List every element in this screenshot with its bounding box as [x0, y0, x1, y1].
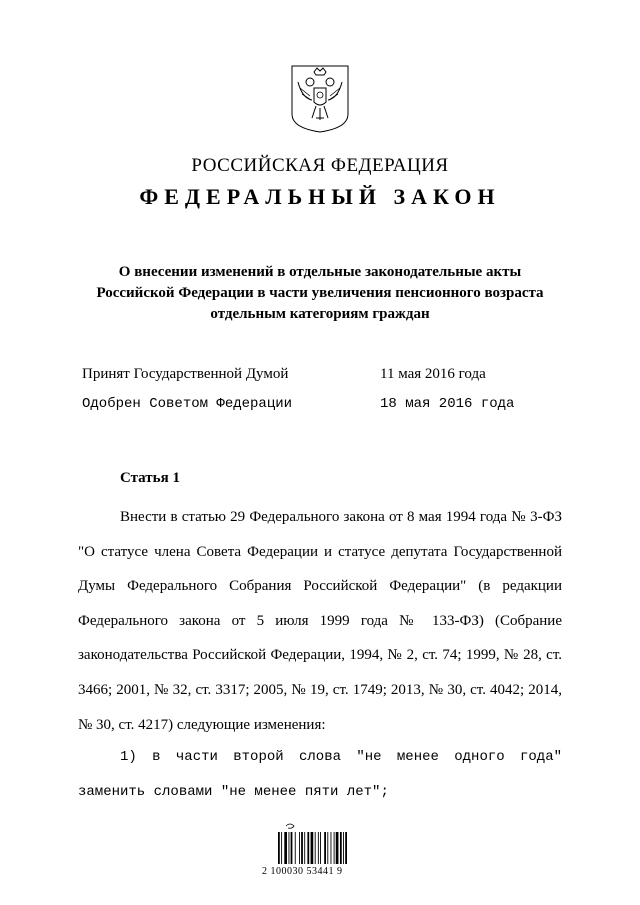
council-approval-label: Одобрен Советом Федерации [82, 396, 293, 412]
coat-of-arms-emblem [288, 62, 352, 134]
barcode-number: 2 100030 53441 9 [262, 866, 343, 877]
council-approval-date: 18 мая 2016 года [380, 396, 515, 412]
country-name: РОССИЙСКАЯ ФЕДЕРАЦИЯ [191, 155, 449, 176]
article-paragraph: Внести в статью 29 Федерального закона от 8 мая 1994 года № 3-ФЗ "О статусе члена Совета Федерации и статусе депутата Государственной Думы Федерального Собрания Российской Федерации" (в редакции Федерального закона от 5 июля 1999 года № 133-ФЗ) (Собрание законодательства Российской Федерации, 1994, № 2, ст. 74; 1999, № 28, ст. 3466; 2001, № 32, ст. 3317; 2005, № 19, ст. 1749; 2013, № 30, ст. 4042; 2014, № 30, ст. 4217) следующие изменения: [78, 509, 562, 733]
subject-line: Российской Федерации в части увеличения пенсионного возраста [96, 285, 544, 301]
subject-line: отдельным категориям граждан [210, 306, 430, 322]
subject-line: О внесении изменений в отдельные законодательные акты [118, 264, 522, 280]
article-clause-1: 1) в части второй слова "не менее одного года" заменить словами "не менее пяти лет"; [78, 749, 562, 800]
article-title: Статья 1 [120, 470, 180, 486]
duma-adoption-label: Принят Государственной Думой [82, 366, 289, 382]
law-subject-title [0, 262, 640, 325]
document-type-title: ФЕДЕРАЛЬНЫЙ ЗАКОН [139, 184, 501, 209]
duma-adoption-date: 11 мая 2016 года [380, 366, 486, 382]
